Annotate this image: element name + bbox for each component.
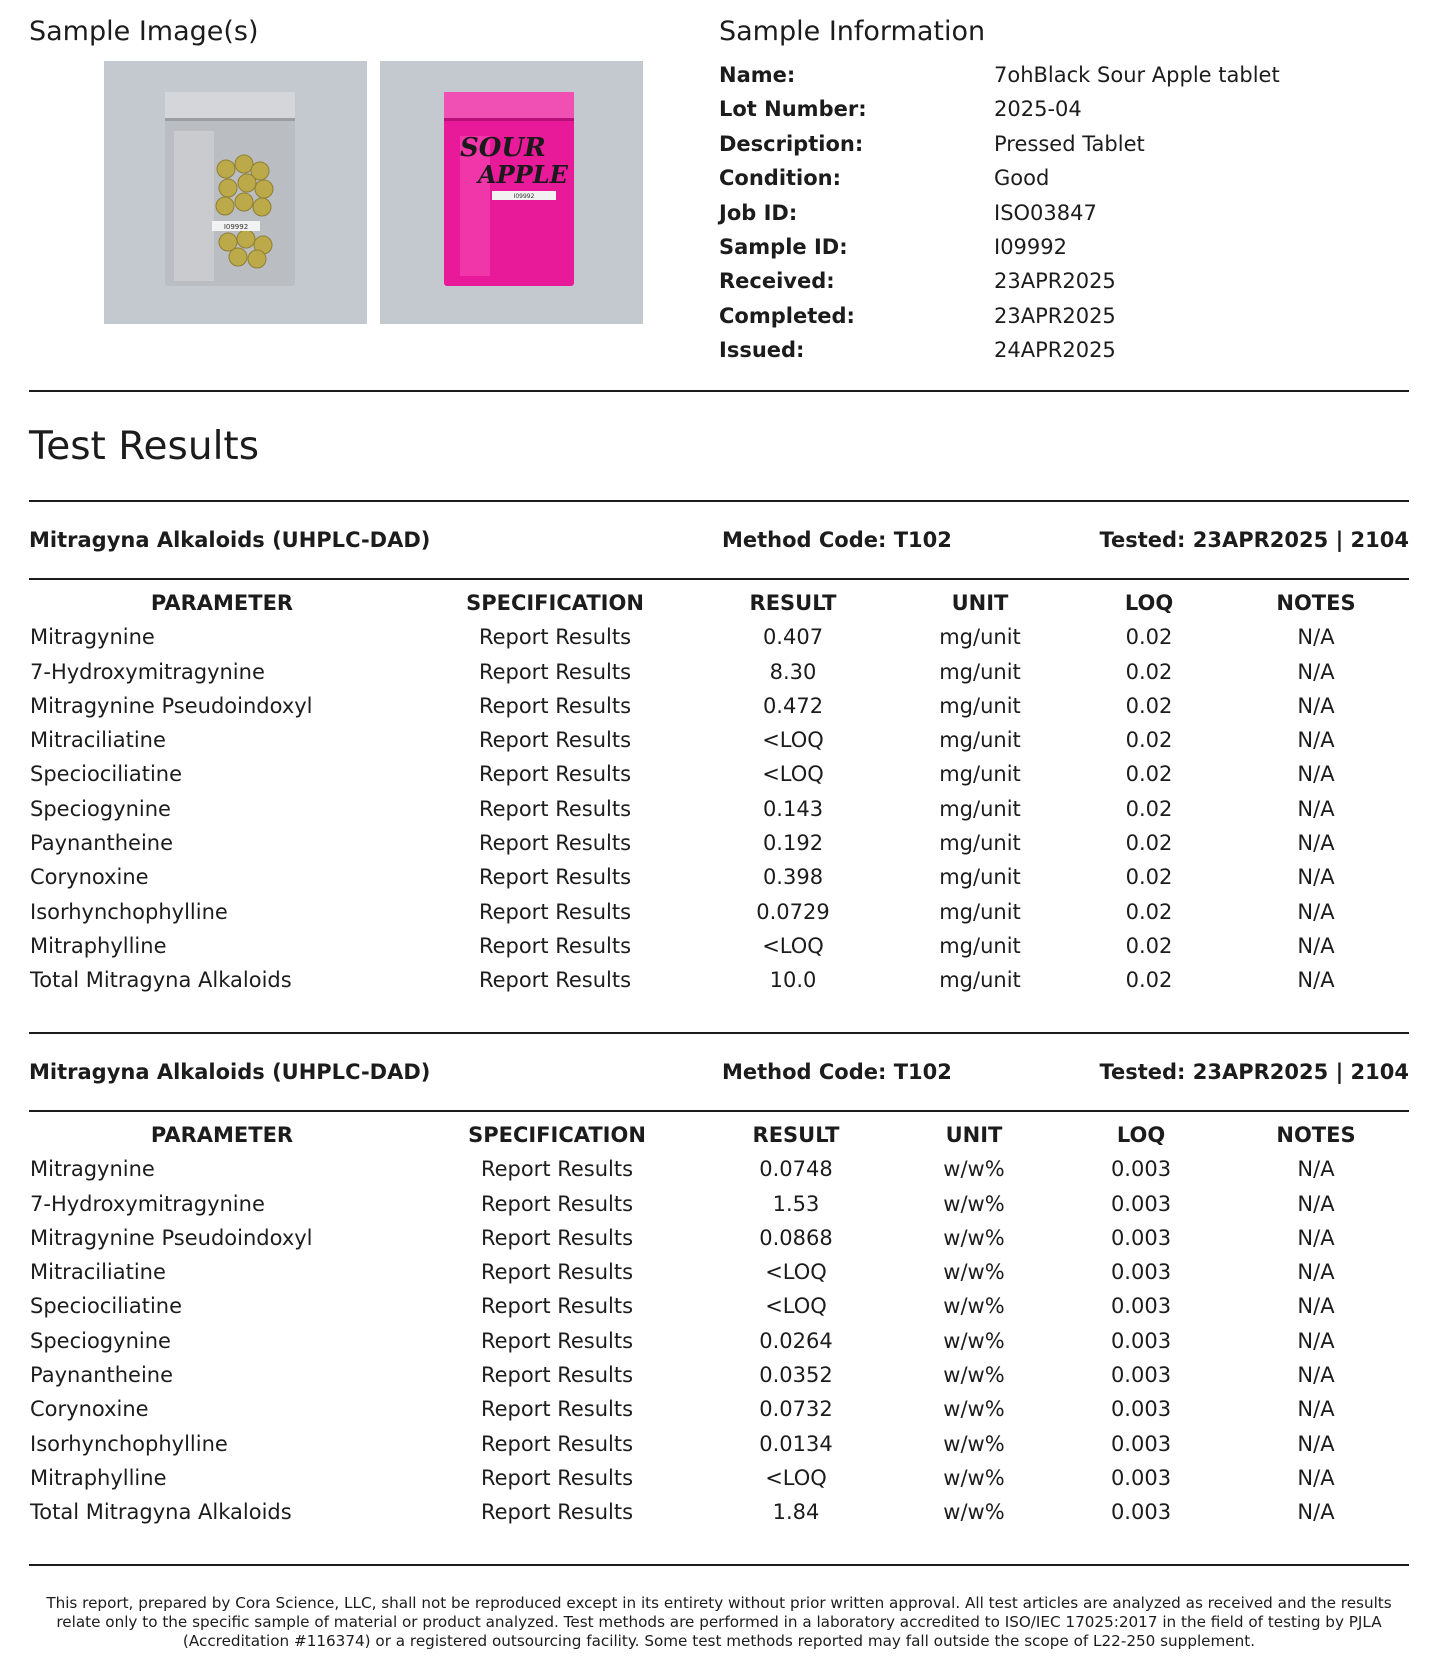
col-result-cell: 1.53	[772, 1191, 820, 1216]
col-notes-cell: N/A	[1297, 1294, 1335, 1319]
table-row	[29, 655, 1409, 689]
col-result-cell: 0.0729	[756, 899, 830, 924]
col-specification-cell: Report Results	[480, 1397, 634, 1422]
section-tested-date: Tested: 23APR2025 | 2104	[1099, 1060, 1409, 1084]
table-row	[29, 929, 1409, 963]
col-unit-cell: mg/unit	[939, 899, 1021, 924]
col-notes-cell: N/A	[1297, 865, 1335, 890]
col-result-cell: <LOQ	[762, 762, 824, 787]
section-method-code: Method Code: T102	[722, 1060, 952, 1084]
col-parameter-cell: Corynoxine	[30, 865, 149, 890]
col-specification-cell: Report Results	[478, 899, 632, 924]
col-parameter-cell: Mitragynine	[30, 625, 155, 650]
col-notes-header: NOTES	[1276, 1123, 1356, 1147]
col-result-cell: 0.0748	[759, 1157, 833, 1182]
col-unit-cell: mg/unit	[939, 659, 1021, 684]
col-result-header: RESULT	[749, 591, 837, 615]
col-parameter-cell: Mitragynine Pseudoindoxyl	[30, 1225, 313, 1250]
handwriting-sour: SOUR	[460, 133, 546, 163]
section-method-code: Method Code: T102	[722, 528, 952, 552]
col-loq-cell: 0.003	[1110, 1363, 1172, 1388]
col-loq-cell: 0.02	[1125, 728, 1173, 753]
results-table	[29, 586, 1409, 998]
col-loq-cell: 0.02	[1125, 659, 1173, 684]
col-notes-cell: N/A	[1297, 796, 1335, 821]
col-result-cell: 0.398	[762, 865, 824, 890]
col-parameter-cell: Total Mitragyna Alkaloids	[30, 968, 292, 993]
section-method-name: Mitragyna Alkaloids (UHPLC-DAD)	[29, 1060, 431, 1084]
col-result-cell: 0.143	[762, 796, 824, 821]
col-unit-header: UNIT	[951, 591, 1009, 615]
disclaimer-footer: This report, prepared by Cora Science, LLC, shall not be reproduced except in its entirety without prior written approval. All test articles are analyzed as received and the results relate only to the specific sample of material or product analyzed. Test methods are performed in a laboratory accredited to ISO/IEC 17025:2017 in the field of testing by PJLA (Accreditation #116374) or a registered outsourcing facility. Some test methods reported may fall outside the scope of L22-250 supplement.	[46, 1594, 1392, 1650]
section-method-name: Mitragyna Alkaloids (UHPLC-DAD)	[29, 528, 431, 552]
table-row	[29, 1152, 1409, 1186]
info-value: Pressed Tablet	[994, 131, 1145, 156]
col-result-cell: <LOQ	[765, 1294, 827, 1319]
info-label: Condition:	[719, 166, 842, 191]
col-unit-cell: w/w%	[943, 1294, 1005, 1319]
col-notes-cell: N/A	[1297, 1431, 1335, 1456]
col-specification-cell: Report Results	[478, 831, 632, 856]
col-specification-cell: Report Results	[480, 1191, 634, 1216]
sample-photo-pink-bag	[380, 61, 643, 324]
col-notes-cell: N/A	[1297, 625, 1335, 650]
col-result-cell: 10.0	[769, 968, 817, 993]
col-loq-cell: 0.003	[1110, 1431, 1172, 1456]
table-row	[29, 1461, 1409, 1495]
col-result-cell: 1.84	[772, 1500, 820, 1525]
col-loq-cell: 0.003	[1110, 1328, 1172, 1353]
col-result-cell: 0.407	[762, 625, 824, 650]
col-loq-cell: 0.02	[1125, 831, 1173, 856]
col-loq-cell: 0.003	[1110, 1157, 1172, 1182]
info-label: Completed:	[719, 303, 855, 328]
col-loq-cell: 0.003	[1110, 1465, 1172, 1490]
col-specification-cell: Report Results	[480, 1465, 634, 1490]
table-row	[29, 1221, 1409, 1255]
sample-photo-silver-bag	[104, 61, 367, 324]
col-specification-cell: Report Results	[478, 659, 632, 684]
col-parameter-cell: Mitragynine Pseudoindoxyl	[30, 693, 313, 718]
col-specification-header: SPECIFICATION	[468, 1123, 646, 1147]
col-result-cell: 0.0264	[759, 1328, 833, 1353]
col-parameter-cell: Speciogynine	[30, 796, 171, 821]
col-parameter-cell: 7-Hydroxymitragynine	[30, 659, 265, 684]
table-row	[29, 1289, 1409, 1323]
col-unit-cell: w/w%	[943, 1500, 1005, 1525]
col-parameter-cell: Mitraphylline	[30, 1465, 167, 1490]
col-result-cell: 0.0868	[759, 1225, 833, 1250]
col-unit-cell: w/w%	[943, 1397, 1005, 1422]
col-specification-cell: Report Results	[478, 693, 632, 718]
col-loq-cell: 0.02	[1125, 899, 1173, 924]
col-parameter-header: PARAMETER	[150, 1123, 294, 1147]
col-parameter-cell: Mitraciliatine	[30, 728, 166, 753]
table-row	[29, 689, 1409, 723]
col-notes-cell: N/A	[1297, 1465, 1335, 1490]
col-result-cell: 0.192	[762, 831, 824, 856]
info-value: ISO03847	[994, 200, 1097, 225]
col-unit-cell: mg/unit	[939, 762, 1021, 787]
col-unit-cell: mg/unit	[939, 693, 1021, 718]
info-value: Good	[994, 166, 1050, 191]
col-specification-cell: Report Results	[480, 1363, 634, 1388]
col-loq-cell: 0.003	[1110, 1191, 1172, 1216]
col-loq-cell: 0.02	[1125, 933, 1173, 958]
col-result-cell: <LOQ	[765, 1260, 827, 1285]
table-row	[29, 963, 1409, 997]
col-loq-cell: 0.003	[1110, 1500, 1172, 1525]
col-result-header: RESULT	[752, 1123, 840, 1147]
col-notes-cell: N/A	[1297, 762, 1335, 787]
col-notes-cell: N/A	[1297, 1363, 1335, 1388]
col-loq-header: LOQ	[1124, 591, 1174, 615]
col-notes-cell: N/A	[1297, 968, 1335, 993]
col-loq-cell: 0.003	[1110, 1225, 1172, 1250]
col-unit-cell: w/w%	[943, 1328, 1005, 1353]
test-results-title: Test Results	[29, 424, 260, 469]
col-specification-cell: Report Results	[478, 762, 632, 787]
info-label: Lot Number:	[719, 97, 867, 122]
table-row	[29, 723, 1409, 757]
col-unit-cell: mg/unit	[939, 728, 1021, 753]
table-row	[29, 895, 1409, 929]
photo1-label: I09992	[223, 223, 249, 231]
col-unit-cell: mg/unit	[939, 933, 1021, 958]
col-notes-cell: N/A	[1297, 693, 1335, 718]
col-parameter-cell: Mitraciliatine	[30, 1260, 166, 1285]
col-notes-cell: N/A	[1297, 1225, 1335, 1250]
col-specification-cell: Report Results	[478, 865, 632, 890]
info-label: Description:	[719, 131, 864, 156]
col-parameter-cell: Speciociliatine	[30, 1294, 183, 1319]
col-specification-cell: Report Results	[478, 933, 632, 958]
col-unit-cell: w/w%	[943, 1157, 1005, 1182]
sample-images-title: Sample Image(s)	[29, 16, 259, 47]
col-notes-cell: N/A	[1297, 933, 1335, 958]
divider	[29, 1110, 1409, 1112]
table-row	[29, 792, 1409, 826]
col-parameter-cell: Paynantheine	[30, 831, 174, 856]
table-row	[29, 620, 1409, 654]
divider	[29, 500, 1409, 502]
col-loq-cell: 0.02	[1125, 865, 1173, 890]
col-specification-cell: Report Results	[478, 968, 632, 993]
col-loq-cell: 0.02	[1125, 762, 1173, 787]
col-notes-cell: N/A	[1297, 1191, 1335, 1216]
info-value: 23APR2025	[994, 303, 1116, 328]
col-unit-cell: w/w%	[943, 1260, 1005, 1285]
col-parameter-cell: Speciociliatine	[30, 762, 183, 787]
divider	[29, 1032, 1409, 1034]
info-label: Job ID:	[719, 200, 798, 225]
col-loq-cell: 0.02	[1125, 625, 1173, 650]
table-row	[29, 1495, 1409, 1529]
col-parameter-cell: Isorhynchophylline	[30, 1431, 228, 1456]
col-result-cell: <LOQ	[765, 1465, 827, 1490]
info-value: 2025-04	[994, 97, 1082, 122]
col-unit-cell: w/w%	[943, 1363, 1005, 1388]
col-specification-cell: Report Results	[478, 796, 632, 821]
table-row	[29, 1187, 1409, 1221]
col-specification-cell: Report Results	[478, 625, 632, 650]
col-specification-cell: Report Results	[480, 1500, 634, 1525]
col-parameter-cell: Mitragynine	[30, 1157, 155, 1182]
col-notes-cell: N/A	[1297, 1328, 1335, 1353]
col-unit-cell: mg/unit	[939, 968, 1021, 993]
col-specification-header: SPECIFICATION	[466, 591, 644, 615]
col-notes-cell: N/A	[1297, 1397, 1335, 1422]
col-loq-cell: 0.003	[1110, 1260, 1172, 1285]
col-specification-cell: Report Results	[480, 1431, 634, 1456]
col-notes-cell: N/A	[1297, 1260, 1335, 1285]
table-row	[29, 860, 1409, 894]
col-result-cell: 8.30	[769, 659, 817, 684]
info-label: Received:	[719, 269, 835, 294]
col-unit-cell: w/w%	[943, 1465, 1005, 1490]
col-loq-cell: 0.02	[1125, 693, 1173, 718]
col-unit-cell: mg/unit	[939, 831, 1021, 856]
section-tested-date: Tested: 23APR2025 | 2104	[1099, 528, 1409, 552]
col-loq-cell: 0.02	[1125, 796, 1173, 821]
divider	[29, 390, 1409, 392]
col-parameter-cell: Paynantheine	[30, 1363, 174, 1388]
col-unit-cell: w/w%	[943, 1431, 1005, 1456]
col-unit-cell: mg/unit	[939, 796, 1021, 821]
col-notes-cell: N/A	[1297, 1157, 1335, 1182]
info-value: I09992	[994, 235, 1067, 259]
info-label: Sample ID:	[719, 235, 848, 259]
col-specification-cell: Report Results	[480, 1260, 634, 1285]
photo2-label: I09992	[513, 193, 535, 200]
col-result-cell: <LOQ	[762, 728, 824, 753]
col-specification-cell: Report Results	[480, 1225, 634, 1250]
col-unit-cell: w/w%	[943, 1225, 1005, 1250]
col-notes-cell: N/A	[1297, 831, 1335, 856]
col-unit-cell: w/w%	[943, 1191, 1005, 1216]
col-unit-cell: mg/unit	[939, 865, 1021, 890]
divider	[29, 1564, 1409, 1566]
col-unit-header: UNIT	[945, 1123, 1003, 1147]
col-parameter-cell: Corynoxine	[30, 1397, 149, 1422]
col-parameter-cell: 7-Hydroxymitragynine	[30, 1191, 265, 1216]
table-row	[29, 1255, 1409, 1289]
col-result-cell: 0.472	[762, 693, 824, 718]
section-header	[29, 1052, 1409, 1092]
sample-info-title: Sample Information	[719, 16, 986, 47]
col-result-cell: 0.0352	[759, 1363, 833, 1388]
divider	[29, 578, 1409, 580]
col-specification-cell: Report Results	[478, 728, 632, 753]
col-loq-cell: 0.003	[1110, 1294, 1172, 1319]
col-parameter-header: PARAMETER	[150, 591, 294, 615]
table-row	[29, 1392, 1409, 1426]
col-parameter-cell: Mitraphylline	[30, 933, 167, 958]
results-table	[29, 1118, 1409, 1530]
table-row	[29, 757, 1409, 791]
col-result-cell: 0.0134	[759, 1431, 833, 1456]
col-result-cell: <LOQ	[762, 933, 824, 958]
info-value: 23APR2025	[994, 269, 1116, 294]
table-header-row	[29, 1118, 1409, 1152]
col-loq-cell: 0.02	[1125, 968, 1173, 993]
col-unit-cell: mg/unit	[939, 625, 1021, 650]
info-label: Issued:	[719, 338, 805, 363]
table-row	[29, 826, 1409, 860]
col-parameter-cell: Isorhynchophylline	[30, 899, 228, 924]
col-notes-cell: N/A	[1297, 1500, 1335, 1525]
handwriting-apple: APPLE	[478, 160, 568, 189]
col-loq-cell: 0.003	[1110, 1397, 1172, 1422]
col-specification-cell: Report Results	[480, 1157, 634, 1182]
table-header-row	[29, 586, 1409, 620]
col-parameter-cell: Speciogynine	[30, 1328, 171, 1353]
col-notes-header: NOTES	[1276, 591, 1356, 615]
info-label: Name:	[719, 63, 796, 87]
col-notes-cell: N/A	[1297, 899, 1335, 924]
col-loq-header: LOQ	[1116, 1123, 1166, 1147]
info-value: 24APR2025	[994, 338, 1116, 363]
table-row	[29, 1358, 1409, 1392]
table-row	[29, 1324, 1409, 1358]
info-value: 7ohBlack Sour Apple tablet	[994, 63, 1280, 87]
col-result-cell: 0.0732	[759, 1397, 833, 1422]
section-header	[29, 520, 1409, 560]
col-notes-cell: N/A	[1297, 659, 1335, 684]
col-notes-cell: N/A	[1297, 728, 1335, 753]
table-row	[29, 1427, 1409, 1461]
col-specification-cell: Report Results	[480, 1294, 634, 1319]
col-specification-cell: Report Results	[480, 1328, 634, 1353]
col-parameter-cell: Total Mitragyna Alkaloids	[30, 1500, 292, 1525]
